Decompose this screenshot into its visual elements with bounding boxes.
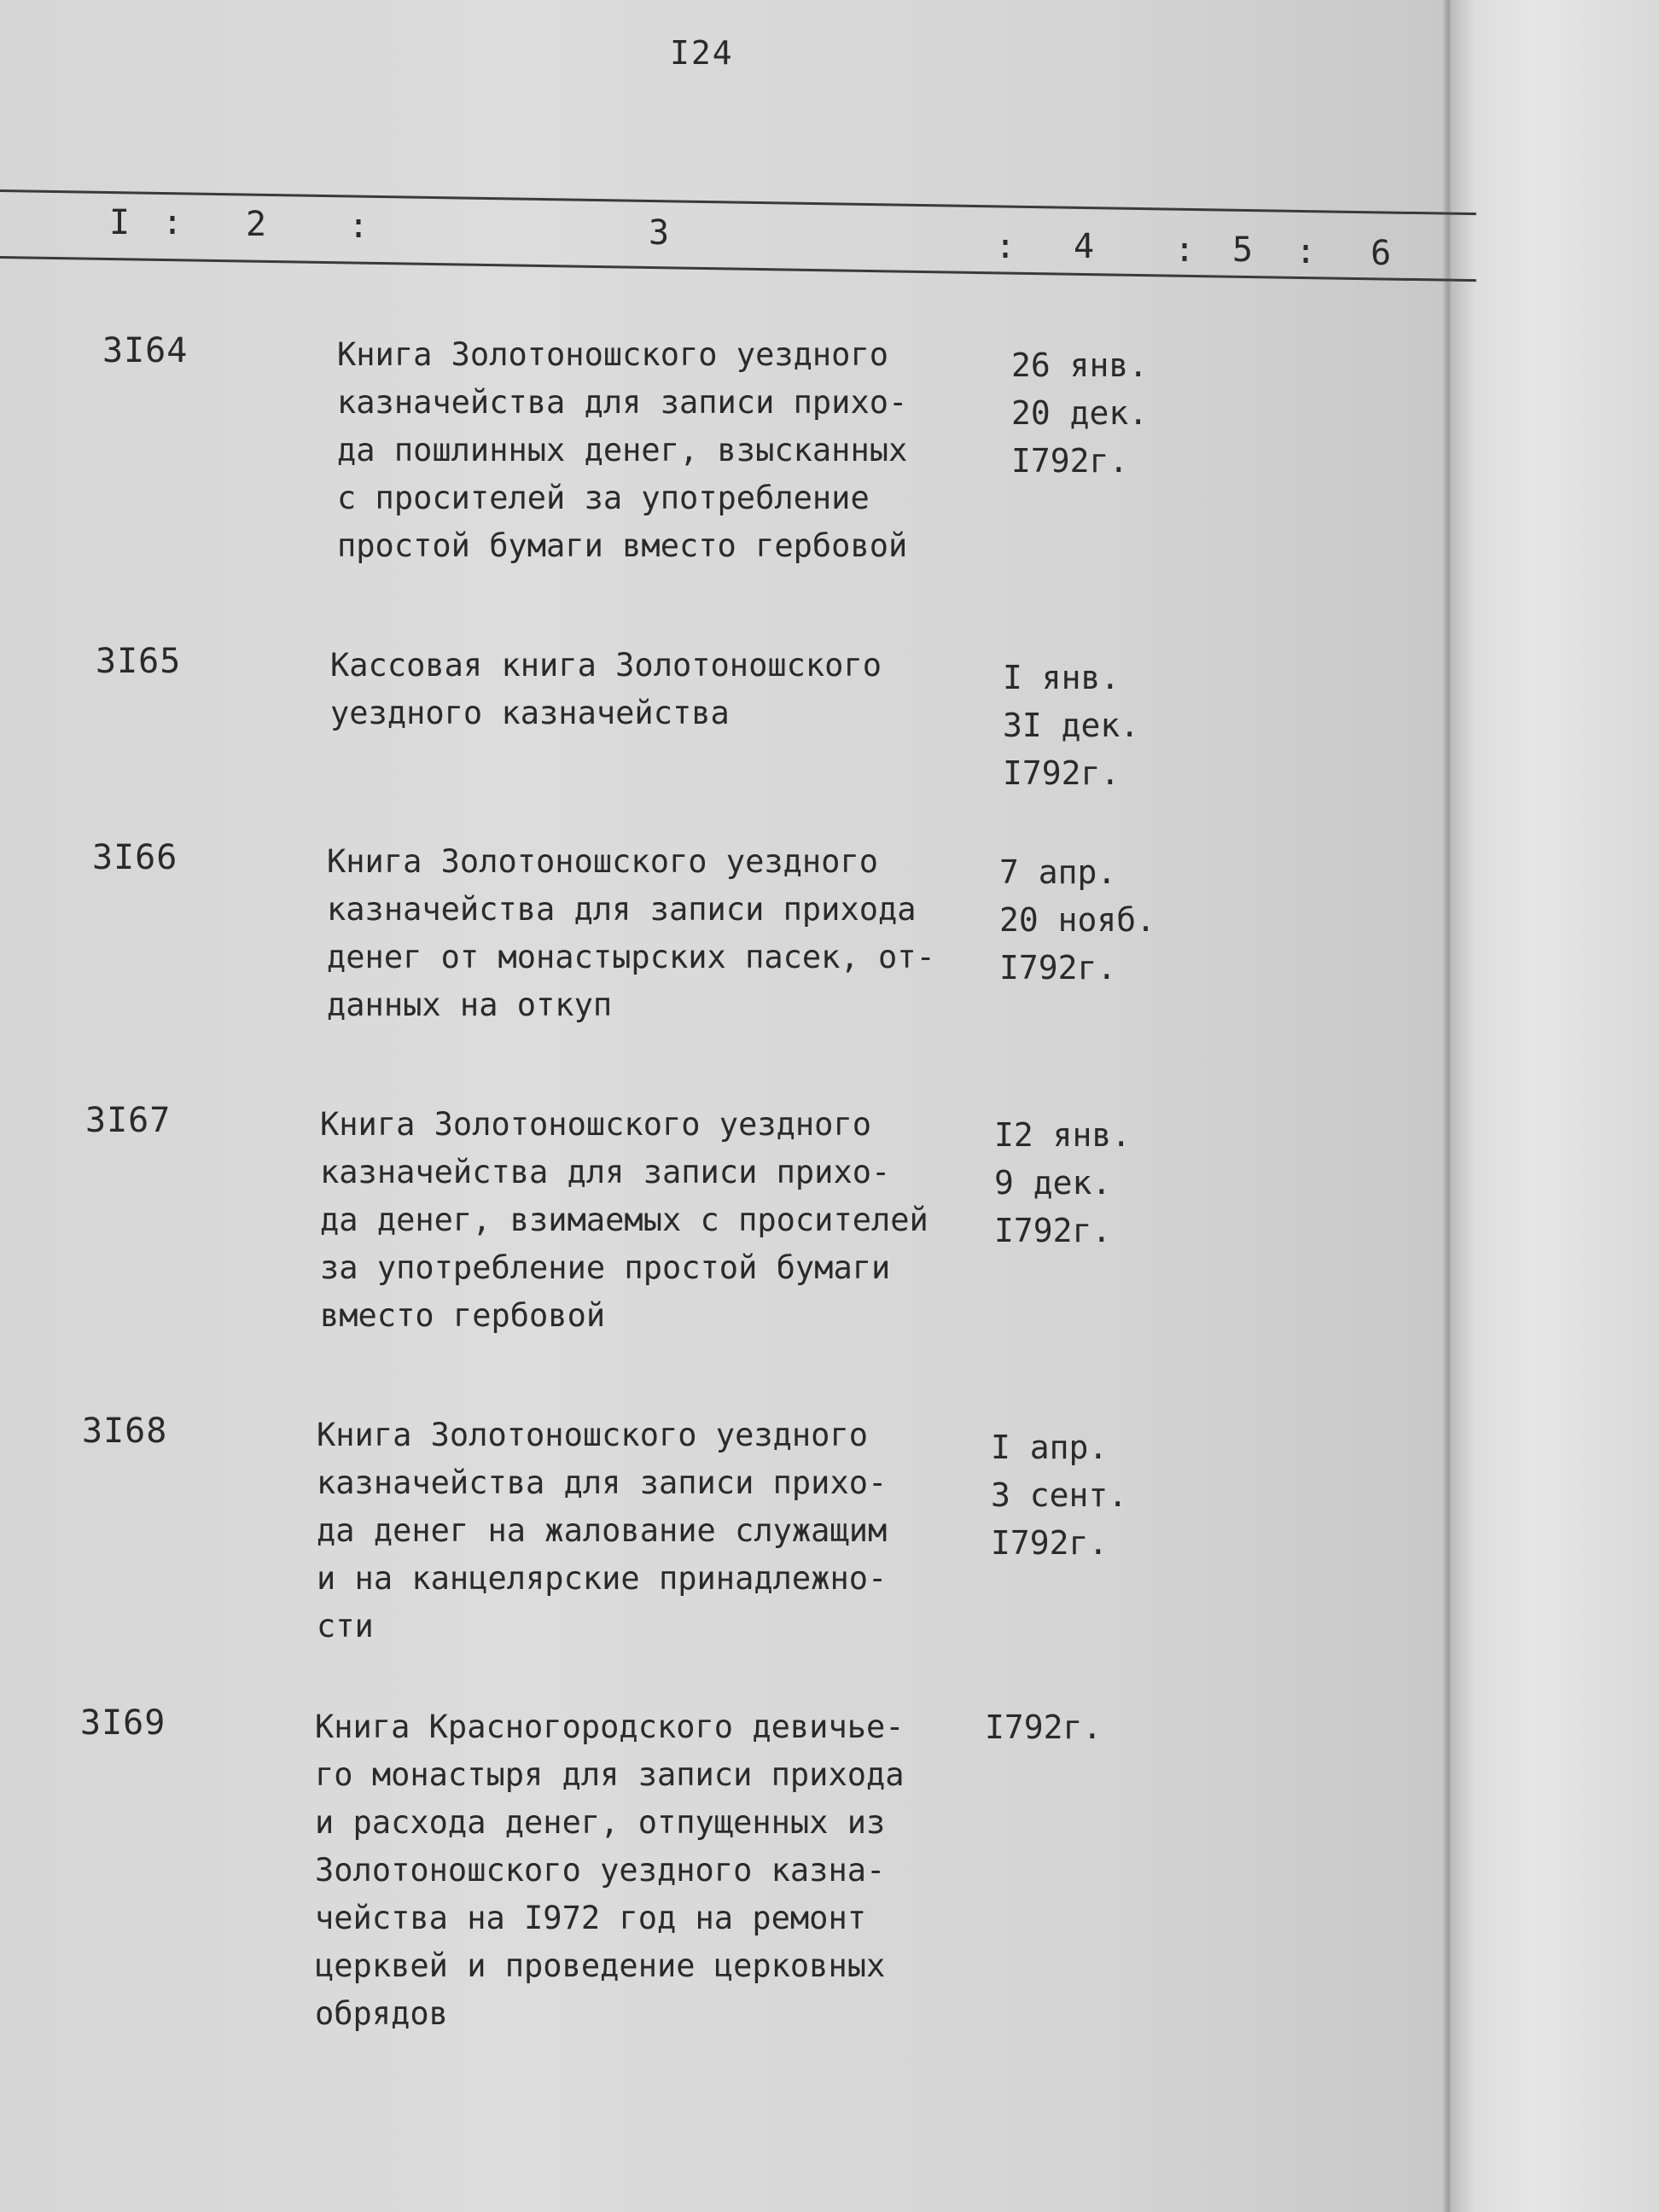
column-header: I — [108, 203, 131, 242]
entry-number: 3I66 — [92, 838, 178, 877]
column-header: 4 — [1073, 227, 1095, 266]
column-header: 2 — [245, 205, 267, 244]
column-separator: : — [347, 207, 370, 246]
entry-number: 3I64 — [102, 331, 189, 370]
column-separator: : — [1173, 230, 1196, 270]
page-number: I24 — [670, 34, 734, 72]
entry-number: 3I69 — [80, 1703, 166, 1743]
adjacent-page-edge — [1451, 0, 1659, 2212]
entry-dates: I792г. — [985, 1708, 1103, 1746]
entry-title: Книга Золотоношского уездного казначейства для записи прихо- да денег, взимаемых с просителей за употребление простой бумаги вместо гербовой — [320, 1106, 928, 1334]
column-separator: : — [994, 227, 1016, 266]
entry-title: Книга Золотоношского уездного казначейства для записи прихо- да пошлинных денег, взысканных с просителей за употребление простой бумаги вместо гербовой — [337, 336, 908, 564]
entry-dates: I2 янв. 9 дек. I792г. — [994, 1116, 1132, 1249]
column-separator: : — [1295, 232, 1317, 271]
entry-title: Книга Золотоношского уездного казначейства для записи прихо- да денег на жалование служащим и на канцелярские принадлежно- сти — [317, 1417, 888, 1644]
entry-dates: 7 апр. 20 нояб. I792г. — [999, 853, 1156, 987]
entry-number: 3I65 — [96, 642, 182, 681]
column-separator: : — [161, 203, 183, 242]
entry-dates: 26 янв. 20 дек. I792г. — [1011, 346, 1149, 480]
column-header: 5 — [1231, 230, 1254, 270]
entry-number: 3I67 — [85, 1101, 172, 1140]
entry-title: Книга Красногородского девичье- го монастыря для записи прихода и расхода денег, отпущенных из Золотоношского уездного казна- чейства на I972 год на ремонт церквей и проведение церковных обрядов — [315, 1708, 905, 2032]
entry-dates: I янв. 3I дек. I792г. — [1003, 659, 1140, 792]
entry-number: 3I68 — [82, 1412, 168, 1451]
entry-dates: I апр. 3 сент. I792г. — [991, 1429, 1128, 1562]
entry-title: Книга Золотоношского уездного казначейства для записи прихода денег от монастырских пасек, от- данных на откуп — [327, 843, 935, 1023]
column-header: 6 — [1370, 234, 1392, 273]
column-header: 3 — [648, 213, 670, 253]
entry-title: Кассовая книга Золотоношского уездного казначейства — [330, 647, 882, 731]
